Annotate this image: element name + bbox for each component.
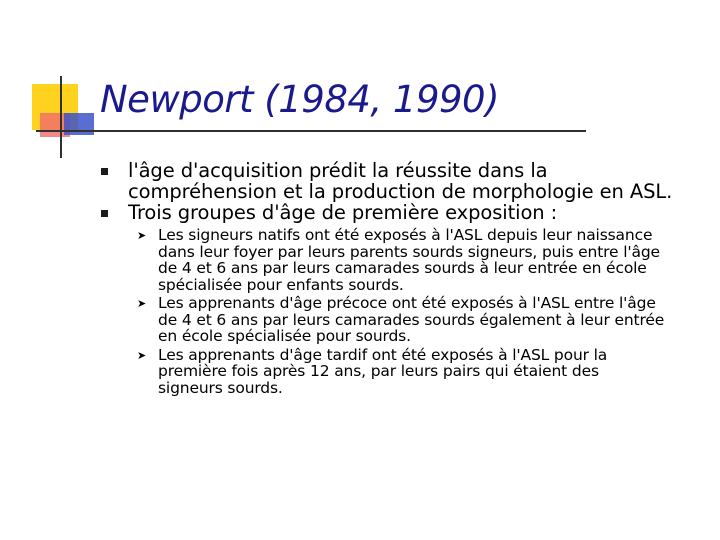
bullet-list <box>100 160 690 398</box>
subbullet-text: Les apprenants d'âge tardif ont été exposés à l'ASL pour la première fois après 12 ans, par leurs pairs qui étaient des signeurs sourds. <box>158 345 608 397</box>
arrow-bullet-icon: ➤ <box>137 348 147 362</box>
subbullet-item-early <box>128 295 666 345</box>
subbullet-item-native <box>128 227 666 293</box>
arrow-bullet-icon: ➤ <box>137 297 147 310</box>
bullet-text: l'âge d'acquisition prédit la réussite dans la compréhension et la production de morphologie en ASL. <box>128 159 673 203</box>
arrow-bullet-icon: ➤ <box>137 229 147 242</box>
square-bullet-icon <box>101 210 108 217</box>
subbullet-text: Les signeurs natifs ont été exposés à l'ASL depuis leur naissance dans leur foyer par leurs parents sourds signeurs, puis entre l'âge de 4 et 6 ans par leurs camarades sourds à leur entrée en école spécialisée pour enfants sourds. <box>158 226 660 294</box>
bullet-text: Trois groupes d'âge de première exposition : <box>128 201 558 224</box>
square-bullet-icon <box>101 168 108 175</box>
subbullet-text: Les apprenants d'âge précoce ont été exposés à l'ASL entre l'âge de 4 et 6 ans par leurs camarades sourds également à leur entrée en école spécialisée pour sourds. <box>158 294 665 345</box>
subbullet-list <box>128 227 666 396</box>
bullet-item-acquisition <box>100 160 690 202</box>
decoration-vertical-line <box>60 76 62 158</box>
bullet-item-groups <box>100 202 690 396</box>
subbullet-item-late <box>128 347 666 397</box>
slide-title: Newport (1984, 1990) <box>100 78 500 121</box>
title-underline <box>36 130 586 132</box>
